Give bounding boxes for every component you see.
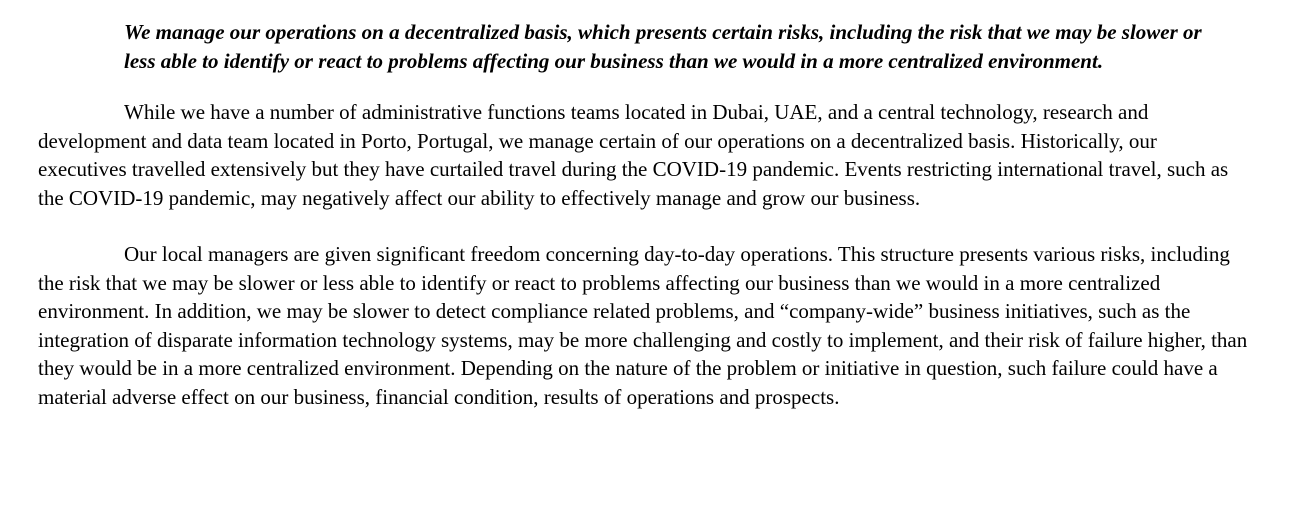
- body-paragraph: While we have a number of administrative functions teams located in Dubai, UAE, and a central technology, research and development and data team located in Porto, Portugal, we manage certain of our operations on a decentralized basis. Historically, our executives travelled extensively but they have curtailed travel during the COVID-19 pandemic. Events restricting international travel, such as the COVID-19 pandemic, may negatively affect our ability to effectively manage and grow our business.: [38, 100, 1229, 210]
- body-paragraph: Our local managers are given significant freedom concerning day-to-day operations. This structure presents various risks, including the risk that we may be slower or less able to identify or react to problems affecting our business than we would in a more centralized environment. In addition, we may be slower to detect compliance related problems, and “company-wide” business initiatives, such as the integration of disparate information technology systems, may be more challenging and costly to implement, and their risk of failure higher, than they would be in a more centralized environment. Depending on the nature of the problem or initiative in question, such failure could have a material adverse effect on our business, financial condition, results of operations and prospects.: [38, 242, 1248, 409]
- risk-factor-heading: We manage our operations on a decentralized basis, which presents certain risks, including the risk that we may be slower or less able to identify or react to problems affecting our business than we would in a more centralized environment.: [124, 20, 1202, 73]
- document-page: [38, 18, 1268, 411]
